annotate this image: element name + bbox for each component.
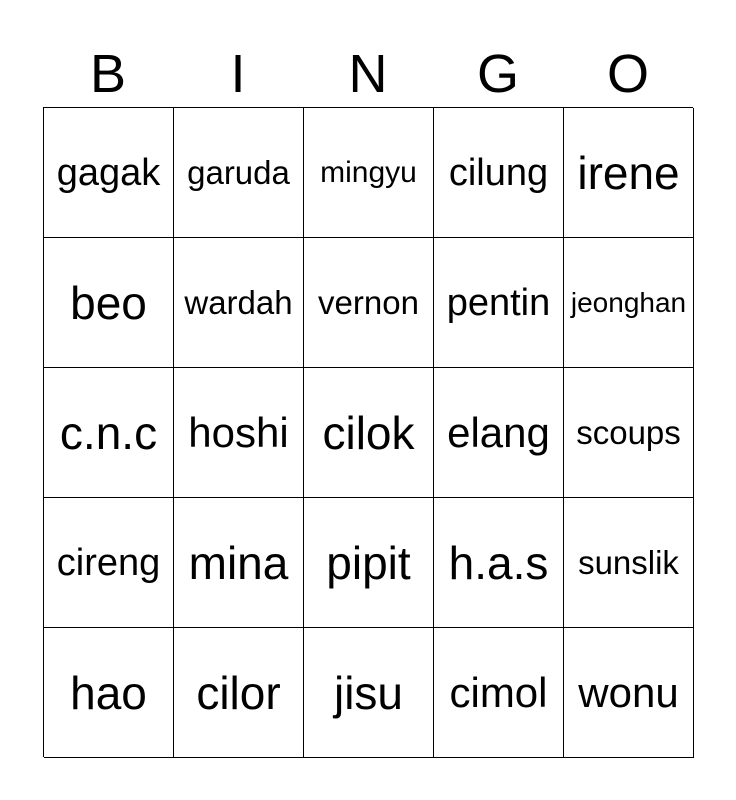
bingo-cell[interactable]: irene [564, 108, 694, 238]
bingo-cell[interactable]: beo [44, 238, 174, 368]
bingo-cell[interactable]: c.n.c [44, 368, 174, 498]
bingo-cell[interactable]: wonu [564, 628, 694, 758]
bingo-cell[interactable]: vernon [304, 238, 434, 368]
bingo-cell[interactable]: cilok [304, 368, 434, 498]
bingo-cell[interactable]: cilor [174, 628, 304, 758]
bingo-cell[interactable]: jeonghan [564, 238, 694, 368]
bingo-cell[interactable]: cilung [434, 108, 564, 238]
bingo-cell[interactable]: cimol [434, 628, 564, 758]
bingo-cell[interactable]: scoups [564, 368, 694, 498]
bingo-cell[interactable]: elang [434, 368, 564, 498]
header-letter-g: G [476, 44, 519, 104]
bingo-cell[interactable]: mingyu [304, 108, 434, 238]
bingo-cell[interactable]: pentin [434, 238, 564, 368]
bingo-cell[interactable]: wardah [174, 238, 304, 368]
bingo-cell[interactable]: gagak [44, 108, 174, 238]
bingo-cell[interactable]: cireng [44, 498, 174, 628]
header-letter-i: I [230, 44, 246, 104]
bingo-header [43, 40, 693, 108]
bingo-cell[interactable]: h.a.s [434, 498, 564, 628]
bingo-cell[interactable]: jisu [304, 628, 434, 758]
header-letter-n: N [348, 44, 388, 104]
bingo-cell[interactable]: sunslik [564, 498, 694, 628]
bingo-cell[interactable]: pipit [304, 498, 434, 628]
bingo-card-grid [43, 107, 693, 757]
bingo-cell[interactable]: garuda [174, 108, 304, 238]
bingo-cell[interactable]: mina [174, 498, 304, 628]
header-letter-b: B [89, 44, 127, 104]
bingo-cell[interactable]: hao [44, 628, 174, 758]
bingo-cell[interactable]: hoshi [174, 368, 304, 498]
header-letter-o: O [606, 44, 649, 104]
